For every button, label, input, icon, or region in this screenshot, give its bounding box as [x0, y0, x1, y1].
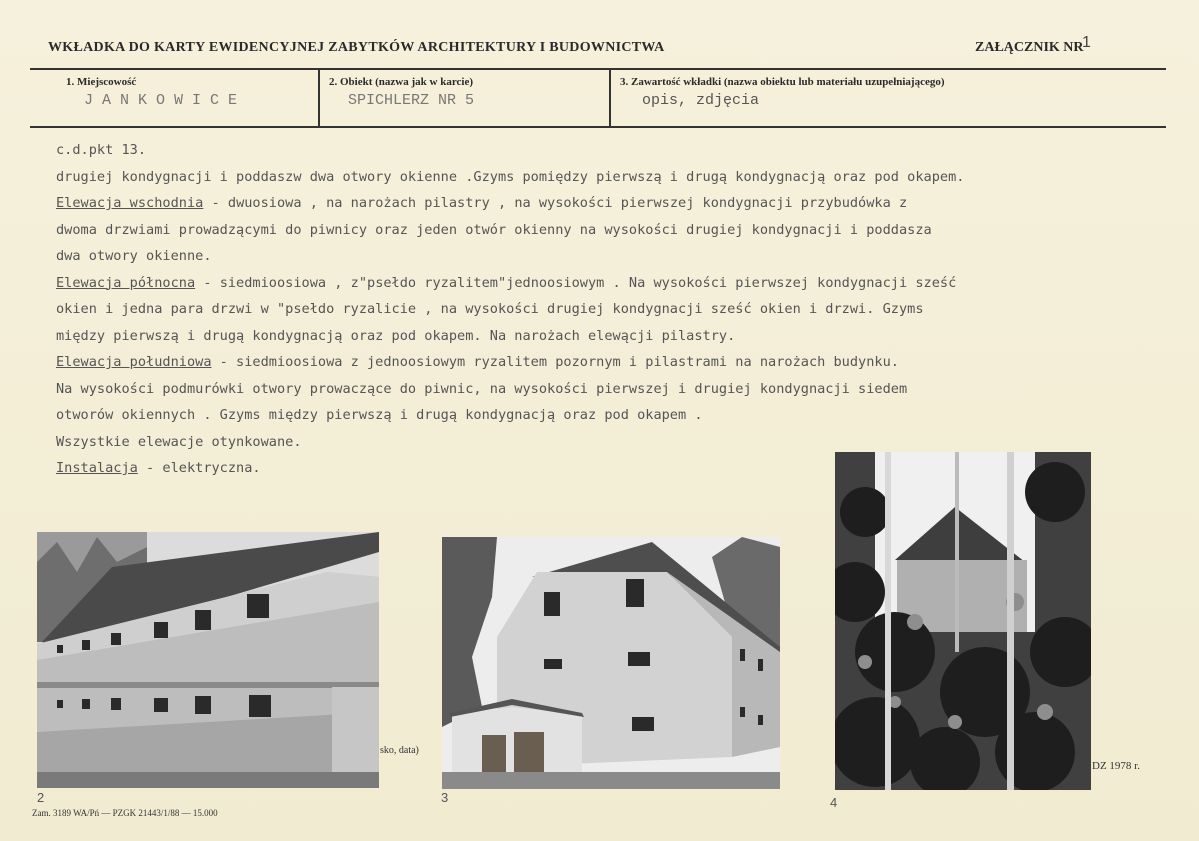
description-text	[56, 142, 1176, 487]
text-line: Na wysokości podmurówki otwory prowaczące do piwnic, na wysokości pierwszej i drugiej kondygnacji siedem	[56, 380, 908, 397]
text-segment: - siedmioosiowa z jednoosiowym ryzalitem pozornym i pilastrami na narożach budynku.	[211, 354, 899, 370]
annex-number: 1	[1082, 34, 1091, 51]
header-bottom-rule	[30, 126, 1166, 128]
object-label: 2. Obiekt (nazwa jak w karcie)	[329, 76, 474, 88]
photo-granary-side-image	[37, 532, 379, 788]
section-heading-north: Elewacja północna	[56, 274, 196, 291]
text-line: c.d.pkt 13.	[56, 142, 147, 158]
header-top-rule	[30, 68, 1166, 70]
annex-label: ZAŁĄCZNIK NR	[975, 40, 1084, 55]
text-line: dwa otwory okienne.	[56, 248, 212, 264]
section-heading-installation: Instalacja	[56, 460, 138, 476]
place-date-caption: sko, data)	[380, 745, 419, 756]
text-line	[56, 354, 1176, 381]
text-segment: - elektryczna.	[137, 460, 261, 476]
photo-granary-trees	[835, 452, 1091, 790]
photo-granary-side	[37, 532, 379, 788]
object-value: SPICHLERZ NR 5	[348, 92, 475, 109]
print-footer: Zam. 3189 WA/Pń — PZGK 21443/1/88 — 15.000	[32, 808, 218, 818]
text-segment: - dwuosiowa , na narożach pilastry , na wysokości pierwszej kondygnacji przybudówka z	[203, 195, 908, 211]
text-line: okien i jedna para drzwi w "psełdo ryzalicie , na wysokości drugiej kondygnacji sześć okien i drzwi. Gzyms	[56, 301, 924, 317]
text-line: dwoma drzwiami prowadzącymi do piwnicy oraz jeden otwór okienny na wysokości drugiej kondygnacji i poddasza	[56, 221, 932, 238]
field-divider-2	[609, 68, 611, 128]
section-heading-south: Elewacja południowa	[56, 354, 212, 370]
text-line	[56, 275, 1176, 302]
content-value: opis, zdjęcia	[642, 92, 760, 109]
photo-granary-trees-image	[835, 452, 1091, 790]
text-line: drugiej kondygnacji i poddaszw dwa otwory okienne .Gzyms pomiędzy pierwszą i drugą kondygnacją oraz pod okapem.	[56, 168, 965, 185]
text-line: Wszystkie elewacje otynkowane.	[56, 433, 302, 450]
form-title: WKŁADKA DO KARTY EWIDENCYJNEJ ZABYTKÓW ARCHITEKTURY I BUDOWNICTWA	[48, 40, 665, 55]
field-divider-1	[318, 68, 320, 128]
photo-number-2: 2	[37, 790, 45, 805]
locality-value: JANKOWICE	[84, 92, 247, 109]
text-line: otworów okiennych . Gzyms między pierwszą i drugą kondygnacją oraz pod okapem .	[56, 407, 703, 423]
content-label: 3. Zawartość wkładki (nazwa obiektu lub materiału uzupełniającego)	[620, 76, 945, 88]
text-line	[56, 195, 1176, 222]
photo-number-3: 3	[441, 790, 449, 805]
locality-label: 1. Miejscowość	[66, 76, 137, 88]
photo-number-4: 4	[830, 795, 838, 810]
section-heading-east: Elewacja wschodnia	[56, 195, 204, 211]
photo-granary-gable-image	[442, 537, 780, 789]
text-line: między pierwszą i drugą kondygnacją oraz pod okapem. Na narożach elewącji pilastry.	[56, 327, 736, 344]
photo-granary-gable	[442, 537, 780, 789]
year-caption: DZ 1978 r.	[1092, 760, 1140, 772]
text-segment: - siedmioosiowa , z"psełdo ryzalitem"jednoosiowym . Na wysokości pierwszej kondygnacji sześć	[195, 274, 957, 291]
